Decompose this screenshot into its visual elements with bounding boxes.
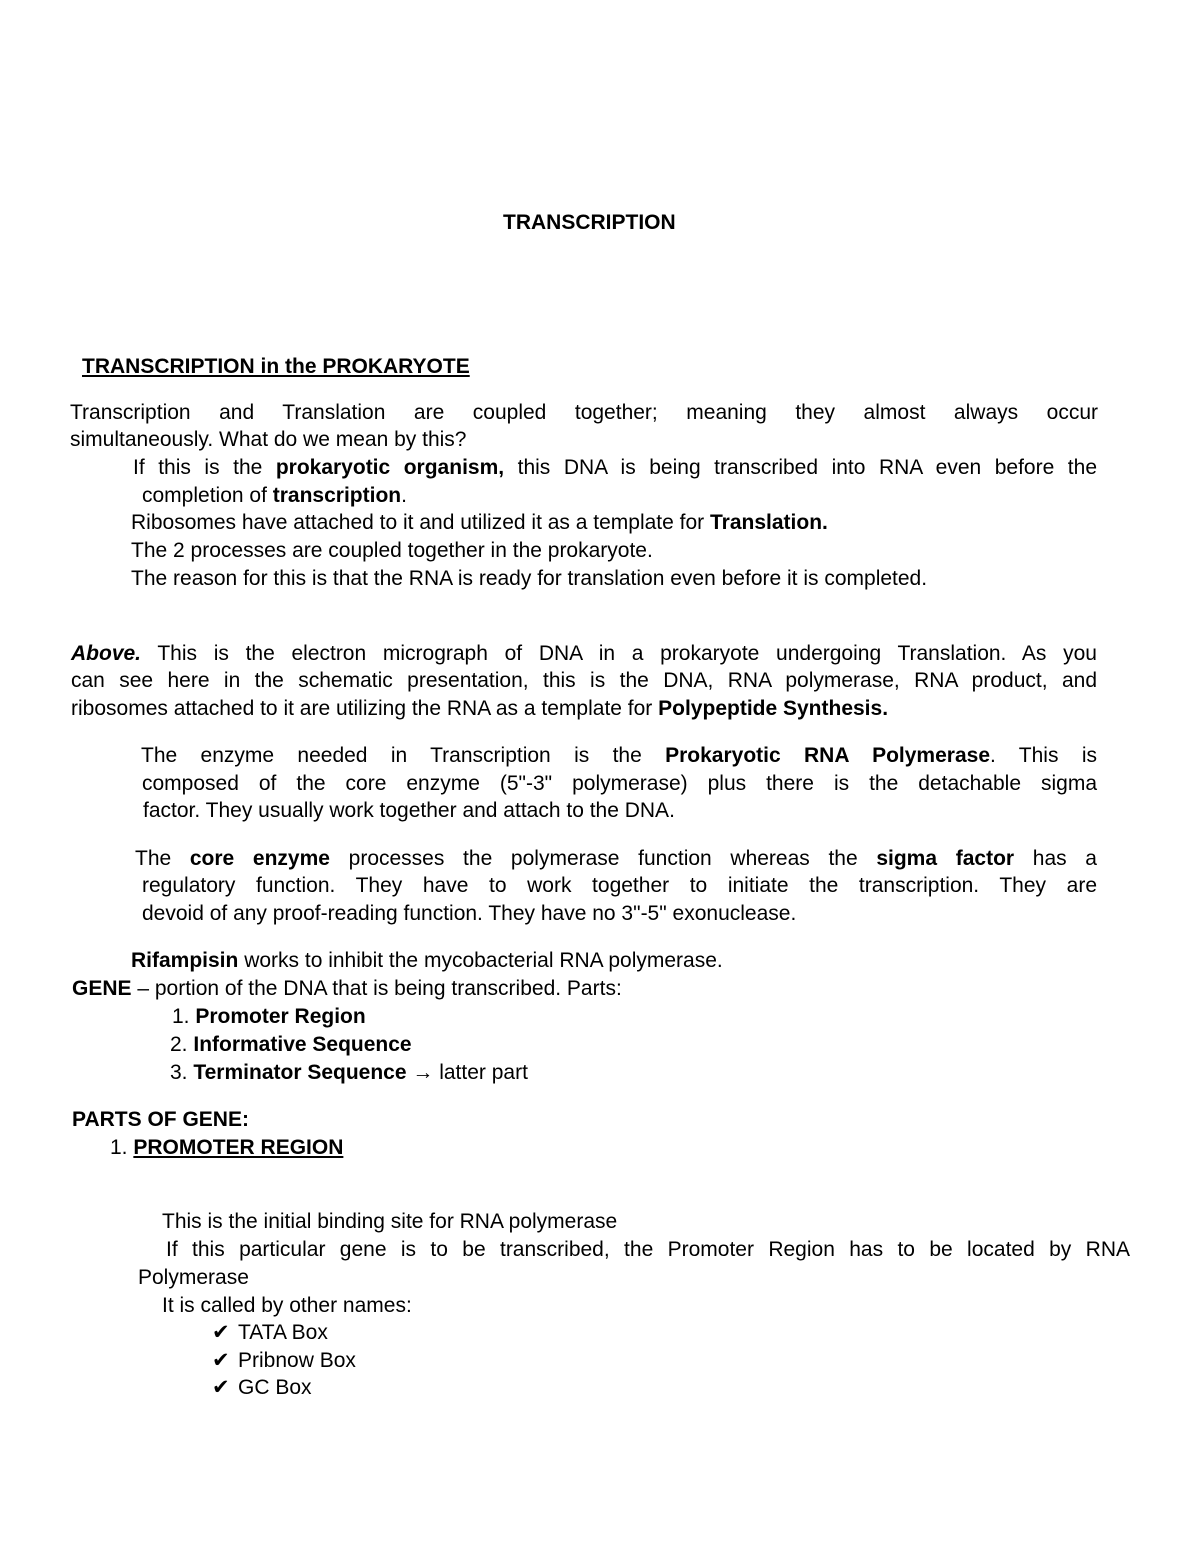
promoter-name-2: ✔ Pribnow Box <box>212 1349 356 1372</box>
prok-line-4: The 2 processes are coupled together in the prokaryote. <box>131 539 653 562</box>
above-line-2: can see here in the schematic presentation, this is the DNA, RNA polymerase, RNA product, and <box>71 669 1097 692</box>
promoter-line-1: This is the initial binding site for RNA polymerase <box>162 1210 618 1233</box>
section-heading: TRANSCRIPTION in the PROKARYOTE <box>82 355 470 378</box>
intro-line-2: simultaneously. What do we mean by this? <box>70 428 467 451</box>
gene-definition: GENE – portion of the DNA that is being transcribed. Parts: <box>72 977 622 1000</box>
promoter-line-4: It is called by other names: <box>162 1294 412 1317</box>
intro-line-1: Transcription and Translation are coupled together; meaning they almost always occur <box>70 401 1098 424</box>
promoter-name-1: ✔ TATA Box <box>212 1321 328 1344</box>
promoter-name-3: ✔ GC Box <box>212 1376 312 1399</box>
enzyme-line-1: The enzyme needed in Transcription is the Prokaryotic RNA Polymerase. This is <box>141 744 1097 767</box>
gene-part-1: 1. Promoter Region <box>172 1005 366 1028</box>
promoter-line-2: If this particular gene is to be transcribed, the Promoter Region has to be located by RNA <box>166 1238 1130 1261</box>
prok-line-1: If this is the prokaryotic organism, this DNA is being transcribed into RNA even before the <box>133 456 1097 479</box>
enzyme-line-3: factor. They usually work together and attach to the DNA. <box>143 799 675 822</box>
check-icon: ✔ <box>212 1349 230 1372</box>
above-line-3: ribosomes attached to it are utilizing the RNA as a template for Polypeptide Synthesis. <box>71 697 889 720</box>
promoter-region-heading: 1. PROMOTER REGION <box>110 1136 344 1159</box>
check-icon: ✔ <box>212 1321 230 1344</box>
gene-part-3: 3. Terminator Sequence → latter part <box>170 1061 528 1084</box>
prok-line-5: The reason for this is that the RNA is ready for translation even before it is completed. <box>131 567 928 590</box>
promoter-line-3: Polymerase <box>138 1266 249 1289</box>
enzyme-line-2: composed of the core enzyme (5"-3" polymerase) plus there is the detachable sigma <box>142 772 1097 795</box>
gene-part-2: 2. Informative Sequence <box>170 1033 412 1056</box>
prok-line-3: Ribosomes have attached to it and utilized it as a template for Translation. <box>131 511 828 534</box>
page-title: TRANSCRIPTION <box>503 211 676 234</box>
parts-of-gene-heading: PARTS OF GENE: <box>72 1108 249 1131</box>
core-line-1: The core enzyme processes the polymerase function whereas the sigma factor has a <box>135 847 1097 870</box>
above-line-1: Above. This is the electron micrograph of DNA in a prokaryote undergoing Translation. As you <box>71 642 1097 665</box>
rifampisin-line: Rifampisin works to inhibit the mycobacterial RNA polymerase. <box>131 949 723 972</box>
check-icon: ✔ <box>212 1376 230 1399</box>
core-line-3: devoid of any proof-reading function. They have no 3"-5" exonuclease. <box>142 902 797 925</box>
core-line-2: regulatory function. They have to work together to initiate the transcription. They are <box>142 874 1097 897</box>
prok-line-2: completion of transcription. <box>142 484 407 507</box>
